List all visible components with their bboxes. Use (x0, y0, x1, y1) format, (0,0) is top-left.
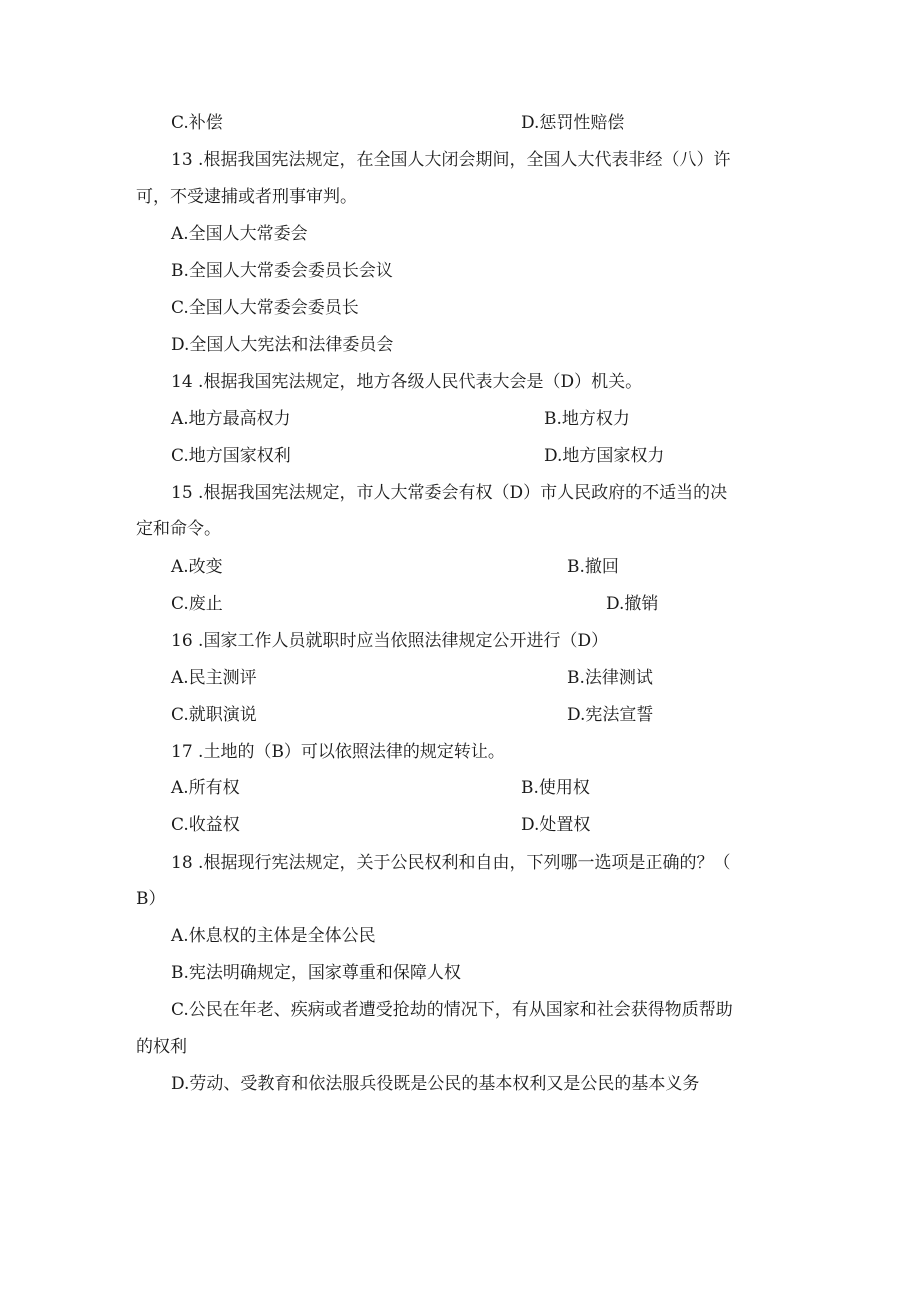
q14-option-d: D.地方国家权力 (544, 446, 665, 466)
q17-option-b: B.使用权 (521, 778, 590, 798)
q18-stem-line1: 18 .根据现行宪法规定，关于公民权利和自由，下列哪一选项是正确的？（ (171, 853, 731, 873)
q15-stem-line1: 15 .根据我国宪法规定，市人大常委会有权（D）市人民政府的不适当的决 (171, 483, 728, 503)
q15-stem-line2: 定和命令。 (136, 519, 221, 539)
q16-stem: 16 .国家工作人员就职时应当依照法律规定公开进行（D） (171, 631, 609, 651)
q12-option-d: D.惩罚性赔偿 (521, 113, 625, 133)
q15-option-b: B.撤回 (567, 557, 619, 577)
q18-option-a: A.休息权的主体是全体公民 (171, 926, 376, 946)
q13-option-a: A.全国人大常委会 (171, 224, 308, 244)
q17-option-c: C.收益权 (171, 815, 240, 835)
q17-option-a: A.所有权 (171, 778, 240, 798)
q14-stem: 14 .根据我国宪法规定，地方各级人民代表大会是（D）机关。 (171, 372, 643, 392)
q13-stem-line2: 可，不受逮捕或者刑事审判。 (136, 187, 357, 207)
q16-option-a: A.民主测评 (171, 668, 257, 688)
q18-option-c-line2: 的权利 (136, 1037, 187, 1057)
q18-option-c-line1: C.公民在年老、疾病或者遭受抢劫的情况下，有从国家和社会获得物质帮助 (171, 1000, 733, 1020)
q14-option-a: A.地方最高权力 (171, 409, 291, 429)
q16-option-d: D.宪法宣誓 (567, 705, 654, 725)
q15-option-c: C.废止 (171, 594, 223, 614)
q14-option-c: C.地方国家权利 (171, 446, 291, 466)
q17-stem: 17 .土地的（B）可以依照法律的规定转让。 (171, 742, 505, 762)
q13-option-c: C.全国人大常委会委员长 (171, 298, 359, 318)
q14-option-b: B.地方权力 (544, 409, 630, 429)
q13-stem-line1: 13 .根据我国宪法规定，在全国人大闭会期间，全国人大代表非经（八）许 (171, 150, 731, 170)
q13-option-b: B.全国人大常委会委员长会议 (171, 261, 393, 281)
q16-option-c: C.就职演说 (171, 705, 257, 725)
q12-option-c: C.补偿 (171, 113, 223, 133)
q16-option-b: B.法律测试 (567, 668, 653, 688)
q17-option-d: D.处置权 (521, 815, 591, 835)
q18-stem-line2: B） (136, 889, 166, 909)
q13-option-d: D.全国人大宪法和法律委员会 (171, 335, 394, 355)
q18-option-d: D.劳动、受教育和依法服兵役既是公民的基本权利又是公民的基本义务 (171, 1074, 700, 1094)
q15-option-d: D.撤销 (606, 594, 659, 614)
q15-option-a: A.改变 (171, 557, 223, 577)
q18-option-b: B.宪法明确规定，国家尊重和保障人权 (171, 963, 461, 983)
